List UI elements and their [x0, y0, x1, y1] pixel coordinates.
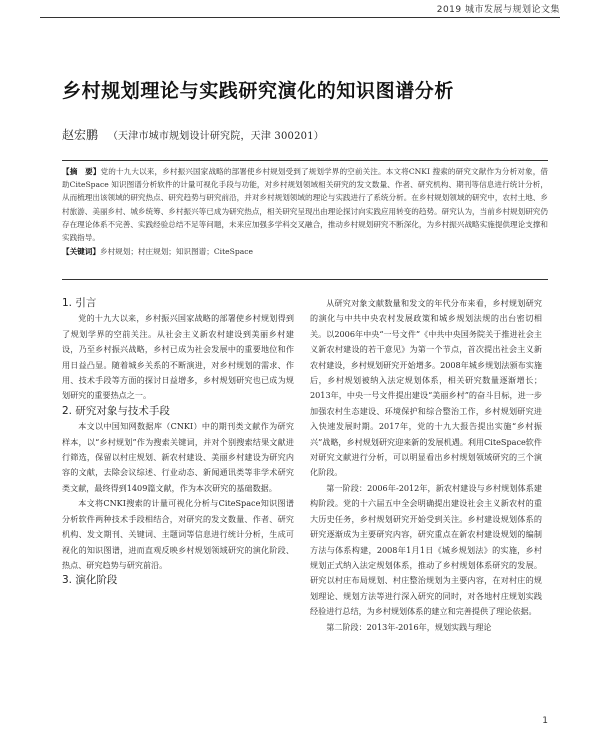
abstract-box	[62, 160, 548, 280]
page-number: 1	[542, 716, 548, 726]
body-paragraph: 从研究对象文献数量和发文的年代分布来看，乡村规划研究的演化与中共中央农村发展政策和城乡规划法规的出台密切相关。以2006年中央“一号文件”《中共中央国务院关于推进社会主义新农村建设的若干意见》为第一个节点，首次提出社会主义新农村建设，乡村规划研究开始增多。2008年城乡规划法颁布实施后，乡村规划被纳入法定规划体系，相关研究数量逐渐增长；2013年，中央一号文件提出建设“美丽乡村”的奋斗目标，进一步加强农村生态建设、环境保护和综合整治工作，乡村规划研究进入快速发展时期。2017年，党的十九大报告提出实施“乡村振兴”战略，乡村规划研究迎来新的发展机遇。利用CiteSpace软件对研究文献进行分析，可以明显看出乡村规划领域研究的三个演化阶段。	[310, 298, 542, 478]
article-title: 乡村规划理论与实践研究演化的知识图谱分析	[62, 80, 455, 102]
body-paragraph: 第一阶段：2006年-2012年，新农村建设与乡村规划体系建构阶段。党的十六届五中全会明确提出建设社会主义新农村的重大历史任务，乡村规划研究开始受到关注。乡村建设规划体系的研究逐渐成为主要研究内容，研究重点在新农村建设规划的编制方法与体系构建，2008年1月1日《城乡规划法》的实施，乡村规划正式纳入法定规划体系，推动了乡村规划体系研究的发展。研究以村庄布局规划、村庄整治规划为主要内容，在对村庄的规划理论、规划方法等进行深入研究的同时，对各地村庄规划实践经验进行总结，为乡村规划体系的建立和完善提供了理论依据。	[310, 482, 542, 617]
abstract-text: 党的十九大以来，乡村振兴国家战略的部署使乡村规划受到了规划学界的空前关注。本文将CNKI 搜索的研究文献作为分析对象，借助CiteSpace 知识图谱分析软件的计量可视化手段与功能，对乡村规划领域相关研究的发文数量、作者、研究机构、期刊等信息进行统计分析，从而梳理出该领域的研究热点、研究趋势与研究前沿，并对乡村规划领域的理论与实践进行了系统分析。在乡村规划领域的研究中，农村土地、乡村旅游、美丽乡村、城乡统筹、乡村振兴等已成为研究热点，相关研究呈现出由理论探讨向实践应用转变的趋势。研究认为，当前乡村规划研究仍存在理论体系不完善、实践经验总结不足等问题，未来应加强多学科交叉融合，推动乡村规划研究不断深化，为乡村振兴战略实施提供理论支撑和实践指导。	[62, 167, 548, 243]
author-line	[62, 126, 324, 143]
body-paragraph: 本文将CNKI搜索的计量可视化分析与CiteSpace知识图谱分析软件两种技术手段相结合，对研究的发文数量、作者、研究机构、发文期刊、关键词、主题词等信息进行统计分析，生成可视化的知识图谱，进而直观反映乡村规划领域研究的演化阶段、热点、研究趋势与研究前沿。	[62, 498, 294, 570]
section-heading-intro: 1. 引言	[62, 297, 97, 309]
left-column	[62, 296, 294, 716]
abstract-label: 【摘 要】	[62, 167, 101, 176]
body-paragraph: 第二阶段：2013年-2016年，规划实践与理论	[326, 621, 492, 632]
author-name: 赵宏鹏	[62, 128, 99, 142]
keywords-label: 【关键词】	[62, 247, 100, 257]
section-heading-stages: 3. 演化阶段	[62, 574, 118, 587]
section-heading-method: 2. 研究对象与技术手段	[62, 404, 170, 417]
author-affiliation: （天津市城市规划设计研究院，天津 300201）	[107, 131, 324, 142]
right-column	[310, 296, 542, 716]
keywords-text: 乡村规划；村庄规划；知识图谱；CiteSpace	[99, 247, 253, 257]
keywords-line	[62, 245, 548, 258]
header-rule	[40, 17, 560, 18]
running-head: 2019 城市发展与规划论文集	[436, 5, 560, 15]
body-paragraph: 党的十九大以来，乡村振兴国家战略的部署使乡村规划得到了规划学界的空前关注。从社会主义新农村建设到美丽乡村建设，乃至乡村振兴战略，乡村已成为社会发展中的重要地位和作用日益凸显。随着城乡关系的不断演进，对乡村规划的需求、作用、技术手段等方面的探讨日益增多，乡村规划研究也已成为规划研究的重要热点之一。	[62, 313, 294, 401]
body-paragraph: 本文以中国知网数据库（CNKI）中的期刊类文献作为研究样本，以“乡村规划”作为搜索关键词，并对个别搜索结果文献进行筛选，保留以村庄规划、新农村建设、美丽乡村建设为研究内容的文献，去除会议综述、行业动态、新闻通讯类等非学术研究类文献，最终得到1409篇文献，作为本次研究的基础数据。	[62, 421, 294, 493]
abstract-paragraph	[62, 165, 548, 244]
page-header	[0, 0, 600, 18]
